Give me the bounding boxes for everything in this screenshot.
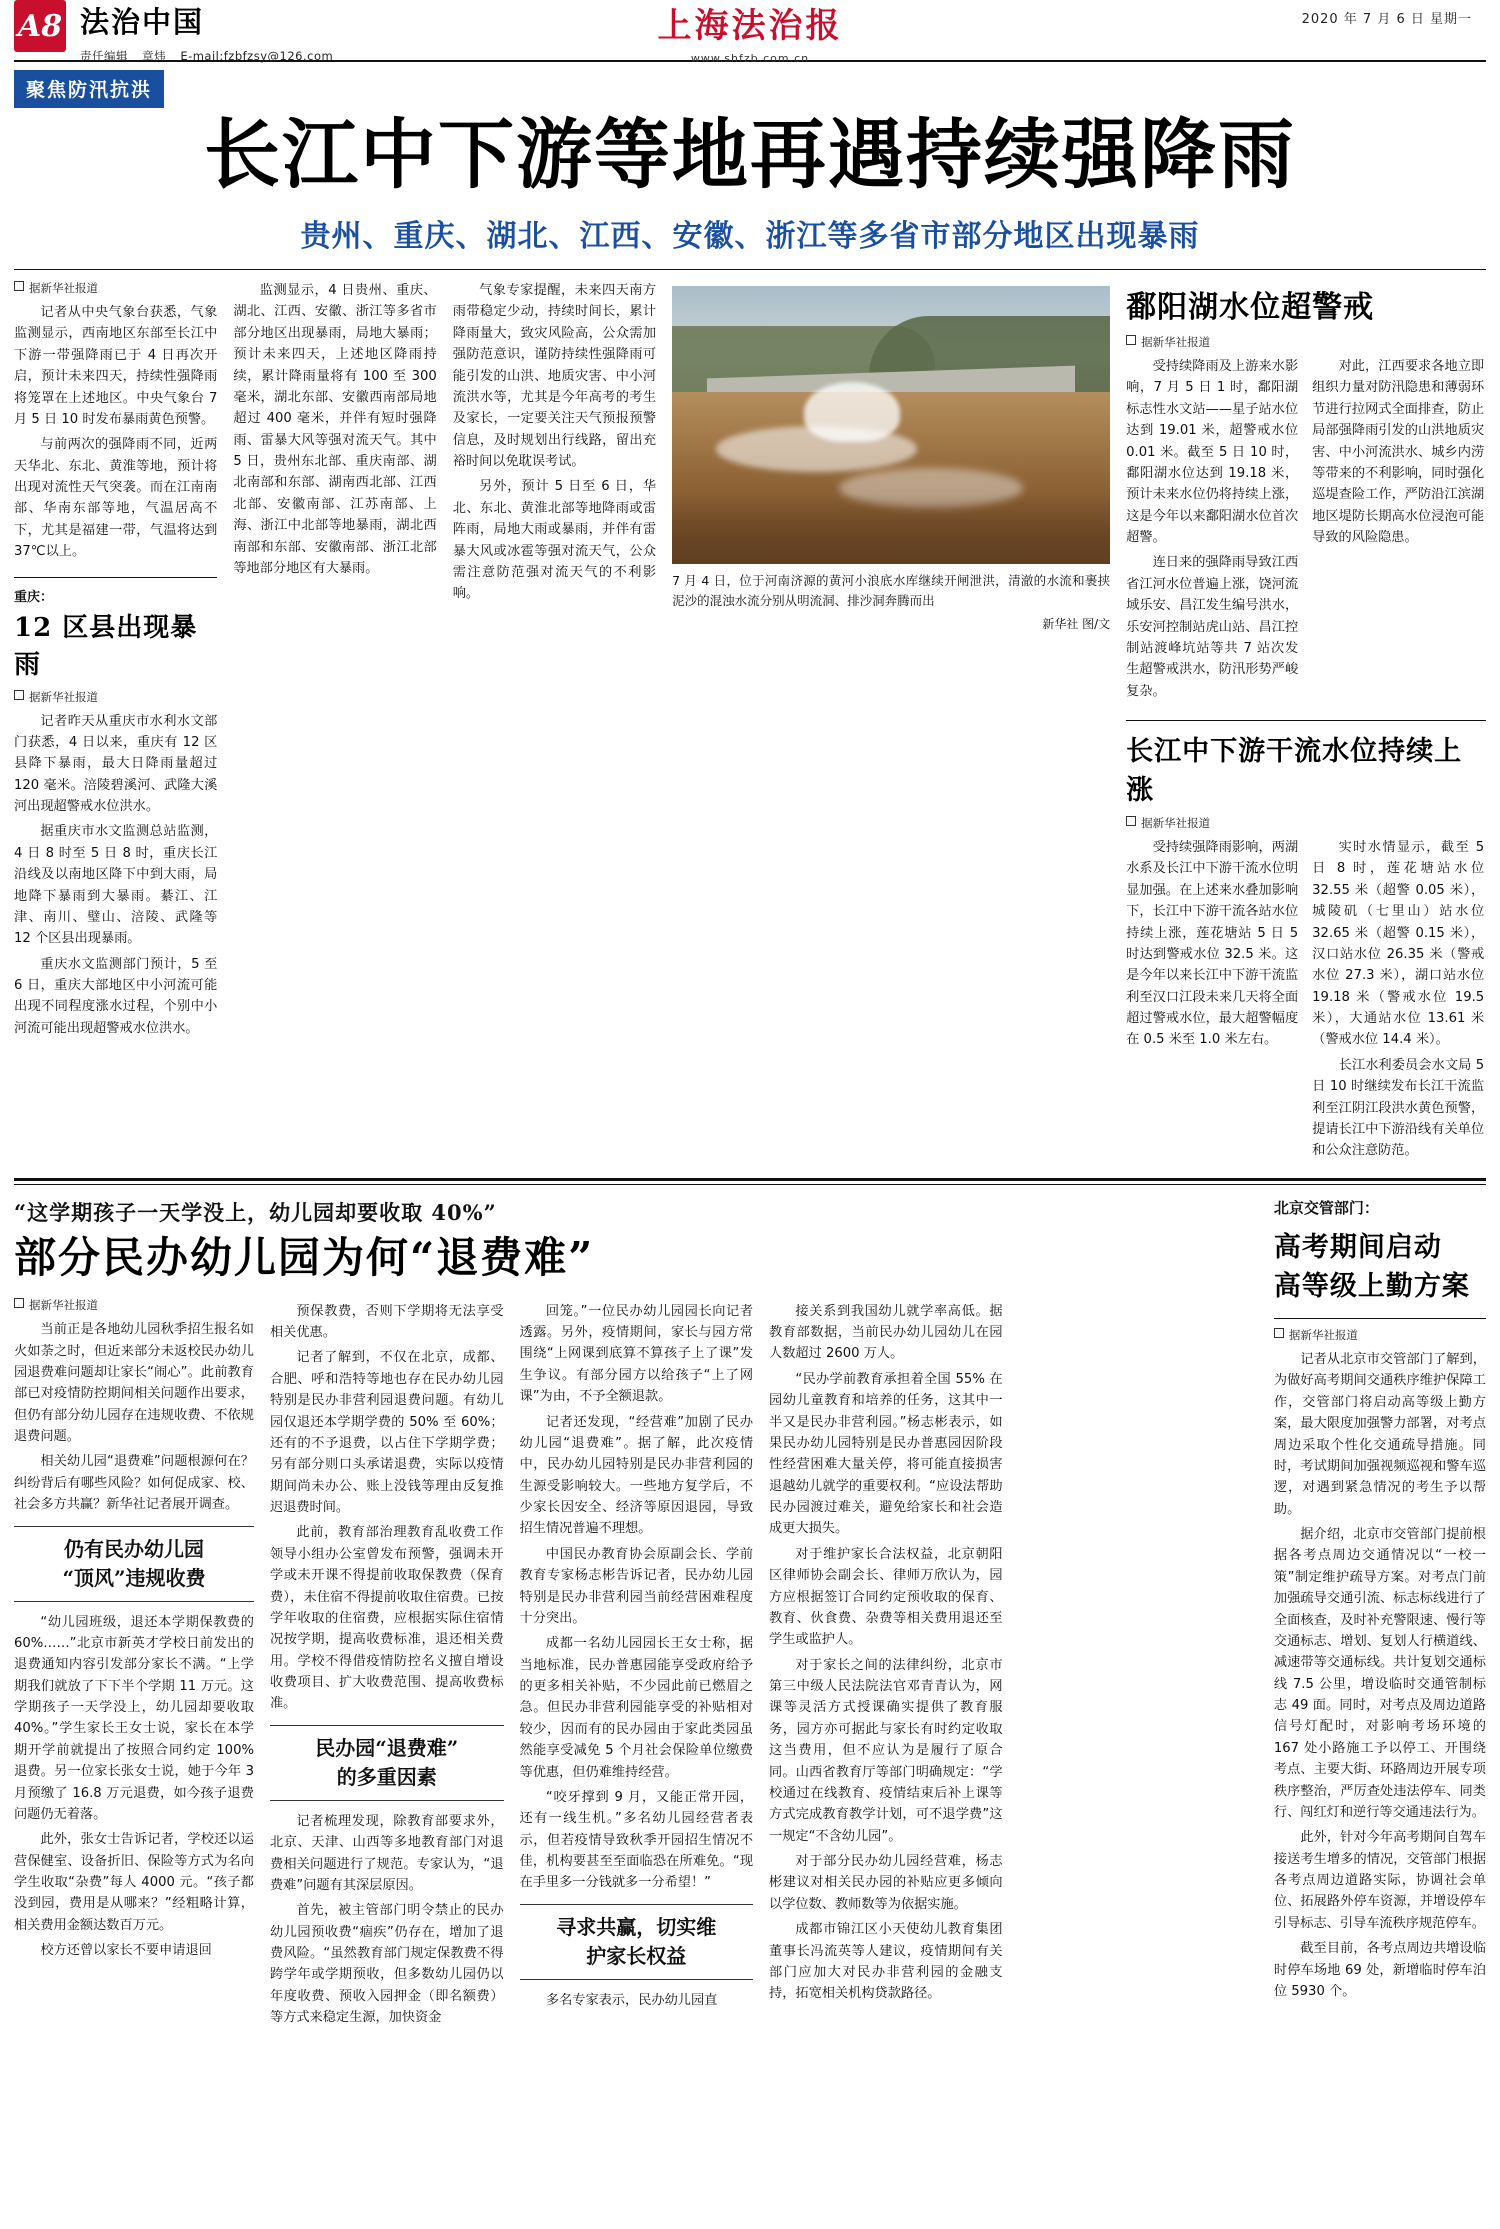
kg-c2-p5: 首先，被主管部门明令禁止的民办幼儿园预收费“痼疾”仍存在，增加了退费风险。“虽然教育部门规定保教费不得跨学年或学期预收，但多数幼儿园仍以年度收费、预收入园押金（即名额费）等方式来稳定生源，加快资金 — [270, 1903, 504, 2026]
kg-c1-p2: 相关幼儿园“退费难”问题根源何在？纠纷背后有哪些风险？如何促成家、校、社会多方共赢？新华社记者展开调查。 — [14, 1454, 254, 1513]
kg-c1-p1: 当前正是各地幼儿园秋季招生报名如火如荼之时，但近来部分未返校民办幼儿园退费难问题却让家长“闹心”。此前教育部已对疫情防控期间相关问题作出要求，但仍有部分幼儿园存在违规收费、不依规退费问题。 — [14, 1322, 254, 1444]
kg-c2-p3: 此前，教育部治理教育乱收费工作领导小组办公室曾发布预警，强调未开学或未开课不得提前收取保教费（保育费），未住宿不得提前收取住宿费。已按学年收取的住宿费，应根据实际住宿情况按学期，提高收费标准，退还相关费用。学校不得借疫情防控名义擅自增设收费项目、扩大收费范围、提高收费标准。 — [270, 1525, 504, 1712]
lower-col-beijing — [1274, 1197, 1486, 2033]
poyang-p3: 对此，江西要求各地立即组织力量对防汛隐患和薄弱环节进行拉网式全面排查，防止局部强降雨引发的山洪地质灾害、中小河流洪水、城乡内涝等带来的不利影响，同时强化巡堤查险工作，严防沿江滨湖地区堤防长期高水位浸泡可能导致的风险隐患。 — [1312, 359, 1485, 546]
yangtze-p3: 长江水利委员会水文局 5 日 10 时继续发布长江干流监利至江阴江段洪水黄色预警，提请长江中下游沿线有关单位和公众注意防范。 — [1312, 1057, 1485, 1159]
poyang-p2-left: 连日来的强降雨导致江西省江河水位普遍上涨，饶河流域乐安、昌江发生编号洪水，乐安河控制站虎山站、昌江控制站渡峰坑站等共 7 站次发生超警戒洪水，防汛形势严峻复杂。 — [1126, 555, 1299, 699]
kindergarten-quote: “这学期孩子一天学没上，幼儿园却要收取 40%” — [14, 1199, 497, 1225]
lead-col3-p2: 另外，预计 5 日至 6 日，华北、东北、黄淮北部等地降雨或雷阵雨，局地大雨或暴雨，并伴有雷暴大风或冰雹等强对流天气，公众需注意防范强对流天气的不利影响。 — [452, 479, 657, 602]
kg-subhead-2 — [270, 1725, 504, 1801]
editor-line — [80, 48, 343, 64]
kg-c4-p5: 对于部分民办幼儿园经营难，杨志彬建议对相关民办园的补贴应更多倾向以学位数、教师数等为依据实施。 — [769, 1854, 1003, 1912]
issue-date: 2020 年 7 月 6 日 星期一 — [1301, 12, 1472, 27]
beijing-p2: 据介绍，北京市交管部门提前根据各考点周边交通情况以“一校一策”制定维护疏导方案。对考点门前加强疏导交通引流、标志标线进行了全面核查，及时补充警限速、慢行等交通标志、增划、复划人行横道线、减速带等交通标线。共计复划交通标线 7.5 公里，增设临时交通管制标志 49 面。同时，对考点及周边道路信号灯配时，对影响考场环境的 167 处小路施工予以停工、开围绕考点、主要大街、环路周边开展专项秩序整治，严厉查处违法停车、同类行、闯红灯和逆行等交通违法行为。 — [1273, 1527, 1486, 1820]
kg-c4-p1: 接关系到我国幼儿就学率高低。据教育部数据，当前民办幼儿园幼儿在园人数超过 2600 万人。 — [769, 1303, 1003, 1362]
kg-c3-p1: 回笼。”一位民办幼儿园园长向记者透露。另外，疫情期间，家长与园方常围绕“上网课到底算不算孩子上了课”发生争议。有部分园方以给孩子“上了网课”为由，不予全额退款。 — [519, 1303, 754, 1405]
kg-c4-p6: 成都市锦江区小天使幼儿教育集团董事长冯流英等人建议，疫情期间有关部门应加大对民办非营利园的金融支持，拓宽相关机构贷款路径。 — [769, 1922, 1003, 2002]
topic-tag: 聚焦防汛抗洪 — [14, 70, 164, 108]
kg-c2-p2: 记者了解到，不仅在北京，成都、合肥、呼和浩特等地也存在民办幼儿园特别是民办非营利园退费问题。有幼儿园仅退还本学期学费的 50% 至 60%；还有的不予退费，以占住下学期学费；另有部分则口头承诺退费，实际以疫情期间尚未办公、账上没钱等理由反复推迟退费时间。 — [270, 1350, 504, 1516]
upper-col-1 — [14, 280, 217, 1166]
upper-col-2 — [233, 280, 436, 1166]
beijing-source: 据新华社报道 — [1274, 1327, 1486, 1343]
kg-subhead-3-text: 寻求共赢，切实维 护家长权益 — [556, 1914, 717, 1968]
yangtze-p2: 实时水情显示，截至 5 日 8 时，莲花塘站水位 32.55 米（超警 0.05 米），城陵矶（七里山）站水位 32.65 米（超警 0.15 米），汉口站水位 26.35 米（警戒水位 27.3 米），湖口站水位 19.18 米（警戒水位 19.5 米），大通站水位 13.61 米（警戒水位 14.4 米）。 — [1312, 840, 1485, 1048]
lead-p1: 记者从中央气象台获悉，气象监测显示，西南地区东部至长江中下游一带强降雨已于 4 日再次开启，预计未来四天，持续性强降雨将笼罩在上述地区。中央气象台 7 月 5 日 10 时发布暴雨黄色预警。 — [14, 305, 218, 427]
section-divider-thin — [14, 1184, 1486, 1185]
lower-col-3 — [520, 1197, 754, 2033]
flood-photo — [672, 286, 1110, 564]
chongqing-p1: 记者昨天从重庆市水利水文部门获悉，4 日以来，重庆有 12 区县降下暴雨，最大日降雨量超过 120 毫米。涪陵碧溪河、武隆大溪河出现超警戒水位洪水。 — [14, 713, 218, 815]
cq-divider — [14, 577, 217, 578]
kg-subhead-3 — [520, 1904, 754, 1980]
section-divider-thick — [14, 1178, 1486, 1181]
page-number-badge: A8 — [14, 0, 66, 52]
kg-c3-p5: “咬牙撑到 9 月，又能正常开园，还有一线生机。”多名幼儿园经营者表示，但若疫情导致秋季开园招生情况不佳，机构要甚至至面临恐在所难免。“现在手里多一分钱就多一分希望！” — [519, 1789, 754, 1891]
kg-subhead-1-text: 仍有民办幼儿园 “顶风”违规收费 — [62, 1536, 206, 1590]
upper-section — [14, 280, 1486, 1166]
kg-c2-p4: 记者梳理发现，除教育部要求外，北京、天津、山西等多地教育部门对退费相关问题进行了规范。专家认为，“退费难”问题有其深层原因。 — [270, 1813, 504, 1893]
headline-divider — [14, 269, 1486, 270]
beijing-p1: 记者从北京市交管部门了解到，为做好高考期间交通秩序维护保障工作，交管部门将启动高等级上勤方案，最大限度加强警力部署，对考点周边采取个性化交通疏导措施。同时，考试期间加强视频巡视和警车巡逻，对遇到紧急情况的考生予以帮助。 — [1273, 1352, 1486, 1517]
editor-email: E-mail:fzbfzsy@126.com — [180, 49, 334, 63]
lead-col2-p1: 监测显示，4 日贵州、重庆、湖北、江西、安徽、浙江等多省市部分地区出现暴雨，局地大暴雨；预计未来四天，上述地区降雨持续，累计降雨量将有 100 至 300 毫米，湖北东部、安徽西南部局地超过 400 毫米，并伴有短时强降雨、雷暴大风等强对流天气。其中 5 日，贵州东北部、重庆南部、湖北南部和东部、湖南西北部、江西北部、安徽南部、江苏南部、上海、浙江中北部等地暴雨，湖北西南部和东部、安徽南部、浙江北部等地部分地区有大暴雨。 — [233, 283, 437, 576]
upper-col-right — [1126, 280, 1486, 1166]
kg-c3-p3: 中国民办教育协会原副会长、学前教育专家杨志彬告诉记者，民办幼儿园特别是民办非营利园当前经营困难程度十分突出。 — [519, 1546, 754, 1626]
poyang-headline: 鄱阳湖水位超警戒 — [1126, 290, 1375, 326]
kg-subhead-1 — [14, 1526, 254, 1602]
kg-c3-p2: 记者还发现，“经营难”加剧了民办幼儿园“退费难”。据了解，此次疫情中，民办幼儿园特别是民办非营利园的生源受影响较大。一些地方复学后，不少家长因安全、经济等原因退园，导致招生情况普遍不理想。 — [519, 1414, 754, 1537]
chongqing-p3: 重庆水文监测部门预计，5 至 6 日，重庆大部地区中小河流可能出现不同程度涨水过程，个别中小河流可能出现超警戒水位洪水。 — [14, 956, 218, 1036]
chongqing-source: 据新华社报道 — [14, 689, 217, 705]
yangtze-source: 据新华社报道 — [1126, 815, 1486, 831]
yangtze-p1: 受持续强降雨影响，两湖水系及长江中下游干流水位明显加强。在上述来水叠加影响下，长江中下游干流各站水位持续上涨，莲花塘站 5 日 5 时达到警戒水位 32.5 米。这是今年以来长江中下游干流监利至汉口江段未来几天将全面超过警戒水位，最大超警幅度在 0.5 米至 1.0 米左右。 — [1126, 840, 1299, 1048]
beijing-p3: 此外，针对今年高考期间自驾车接送考生增多的情况，交管部门根据各考点周边道路实际，协调社会单位、拓展路外停车资源，并增设停车引导标志、引导车流秩序规范停车。 — [1273, 1830, 1486, 1931]
poyang-columns — [1126, 356, 1486, 706]
kg-c4-p2: “民办学前教育承担着全国 55% 在园幼儿童教育和培养的任务，这其中一半又是民办非营利园。”杨志彬表示，如果民办幼儿园特别是民办普惠园因阶段性经营困难大量关停，将可能直接损害退越幼儿就学的重要权利。“应设法帮助民办园渡过难关，避免给家长和社会造成更大损失。 — [769, 1371, 1003, 1537]
lead-source: 据新华社报道 — [14, 280, 217, 296]
kg-c3-p4: 成都一名幼儿园园长王女士称，据当地标准，民办普惠园能享受政府给予的更多相关补贴，不少园此前已燃眉之急。但民办非营利园能享受的补贴相对较少，因而有的民办园由于家此类园虽然能享受减免 5 个月社会保险单位缴费等优惠，但仍难维持经营。 — [519, 1636, 754, 1780]
beijing-headline-1: 高考期间启动 — [1273, 1231, 1442, 1263]
kg-c1-p5: 校方还曾以家长不要申请退回 — [40, 1943, 212, 1959]
page-title: 长江中下游等地再遇持续强降雨 — [204, 110, 1296, 199]
lower-section — [14, 1197, 1486, 2033]
yangtze-columns — [1126, 837, 1486, 1166]
kg-c2-p1: 预保教费，否则下学期将无法享受相关优惠。 — [270, 1303, 504, 1341]
lead-headline-block — [14, 112, 1486, 255]
paper-name: 上海法治报 — [657, 6, 843, 46]
lead-subheadline: 贵州、重庆、湖北、江西、安徽、浙江等多省市部分地区出现暴雨 — [300, 219, 1200, 255]
lower-col-4 — [769, 1197, 1003, 2033]
lower-col-2 — [270, 1197, 504, 2033]
photo-credit: 新华社 图/文 — [1042, 617, 1111, 632]
kg-c3-p6: 多名专家表示，民办幼儿园直 — [545, 1992, 718, 2008]
kg-c4-p4: 对于家长之间的法律纠纷，北京市第三中级人民法院法官邓青青认为，网课等灵活方式授课确实提供了教育服务，园方亦可据此与家长有时约定收取这当费用，但不应认为是履行了原合同。山西省教育厅等部门明确规定：“学校通过在线教育、疫情结束后补上课等方式完成教育教学计划，可不退学费”这一规定“不含幼儿园”。 — [769, 1657, 1003, 1844]
section-block — [80, 0, 343, 64]
kg-c4-p3: 对于维护家长合法权益，北京朝阳区律师协会副会长、律师万欣认为，园方应根据签订合同约定预收取的保育、教育、伙食费、杂费等相关费用退还至学生或监护人。 — [769, 1546, 1003, 1648]
upper-col-photo — [672, 280, 1110, 1166]
chongqing-headline: 12 区县出现暴雨 — [14, 612, 198, 680]
beijing-headline-2: 高等级上勤方案 — [1273, 1270, 1470, 1302]
yangtze-headline: 长江中下游干流水位持续上涨 — [1126, 736, 1463, 807]
kg-c1-p4: 此外，张女士告诉记者，学校还以运营保健室、设备折旧、保险等方式为名向学生收取“杂费”每人 4000 元。“孩子都没到园，费用是从哪来？”经粗略计算，相关费用金额达数百万元。 — [14, 1832, 254, 1933]
paper-title-block — [658, 0, 843, 65]
beijing-p4: 截至目前，各考点周边共增设临时停车场地 69 处，新增临时停车泊位 5930 个。 — [1273, 1941, 1486, 1999]
yangtze-divider — [1126, 720, 1486, 721]
masthead — [14, 0, 1486, 65]
kindergarten-headline: 部分民办幼儿园为何“退费难” — [14, 1232, 595, 1282]
chongqing-kicker: 重庆： — [14, 589, 54, 605]
lead-p2: 与前两次的强降雨不同，近两天华北、东北、黄淮等地，预计将出现对流性天气突袭。而在江南南部、华南东部等地，气温居高不下，尤其是福建一带，气温将达到 37℃以上。 — [14, 437, 218, 560]
kindergarten-source: 据新华社报道 — [14, 1297, 254, 1313]
kg-subhead-2-text: 民办园“退费难” 的多重因素 — [315, 1735, 459, 1789]
paper-url[interactable]: www.shfzb.com.cn — [690, 52, 810, 65]
poyang-source: 据新华社报道 — [1126, 334, 1486, 350]
editor-name: 章炜 — [142, 49, 167, 63]
kg-c1-p3: “幼儿园班级，退还本学期保教费的 60%……”北京市新英才学校日前发出的退费通知内容引发部分家长不满。“上学期我们就放了下下半个学期 11 万元。这学期孩子一天学没上，幼儿园却要收取 40%。”学生家长王女士说，家长在本学期开学前就提出了按照合同约定 100% 退费。另一位家长张女士说，她于今年 3 月预缴了 16.8 万元退费，如今孩子退费问题仍无着落。 — [14, 1614, 254, 1822]
lead-col3-p1: 气象专家提醒，未来四天南方雨带稳定少动，持续时间长，累计降雨量大，致灾风险高，公众需加强防范意识，谨防持续性强降雨可能引发的山洪、地质灾害、中小河流洪水等，尤其是今年高考的考生及家长，一定要关注天气预报预警信息，及时规划出行线路，留出充裕时间以免耽误考试。 — [452, 283, 657, 470]
poyang-p1: 受持续降雨及上游来水影响，7 月 5 日 1 时，鄱阳湖标志性水文站——星子站水位达到 19.01 米，超警戒水位 0.01 米。截至 5 日 10 时，鄱阳湖水位达到 19.18 米，预计未来水位仍将持续上涨，这是今年以来鄱阳湖水位首次超警。 — [1126, 359, 1299, 546]
photo-caption: 7 月 4 日，位于河南济源的黄河小浪底水库继续开闸泄洪，清澈的水流和裹挟泥沙的混浊水流分别从明流洞、排沙洞奔腾而出 — [672, 573, 1111, 609]
lower-col-5 — [1019, 1197, 1258, 2033]
chongqing-p2: 据重庆市水文监测总站监测，4 日 8 时至 5 日 8 时，重庆长江沿线及以南地区降下中到大雨，局地降下暴雨到大暴雨。綦江、江津、南川、璧山、涪陵、武隆等 12 个区县出现暴雨。 — [14, 824, 218, 947]
upper-col-3 — [453, 280, 656, 1166]
section-title: 法治中国 — [80, 5, 205, 39]
beijing-divider — [1274, 1318, 1486, 1319]
beijing-kicker: 北京交管部门： — [1273, 1198, 1379, 1217]
editor-label: 责任编辑 — [80, 49, 128, 63]
